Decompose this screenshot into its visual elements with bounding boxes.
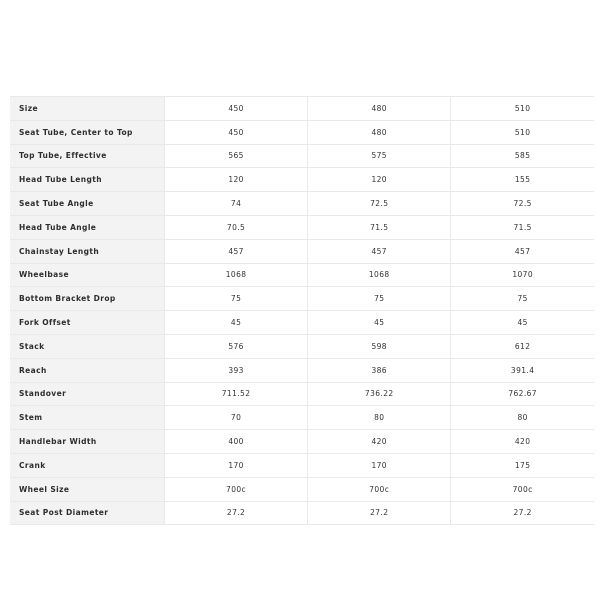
table-row (10, 168, 594, 192)
size-value-cell: 700c (451, 477, 594, 501)
size-value-cell: 45 (451, 311, 594, 335)
table-row (10, 192, 594, 216)
size-value-cell: 711.52 (165, 382, 308, 406)
row-label: Head Tube Angle (10, 215, 165, 239)
size-value-cell: 175 (451, 453, 594, 477)
size-value-cell: 480 (308, 120, 451, 144)
size-value-cell: 598 (308, 334, 451, 358)
table-row (10, 453, 594, 477)
row-label: Seat Tube, Center to Top (10, 120, 165, 144)
size-value-cell: 420 (308, 430, 451, 454)
table-row (10, 501, 594, 525)
size-value-cell: 70.5 (165, 215, 308, 239)
size-value-cell: 155 (451, 168, 594, 192)
size-value-cell: 1070 (451, 263, 594, 287)
size-value-cell: 762.67 (451, 382, 594, 406)
size-value-cell: 71.5 (308, 215, 451, 239)
row-label: Stack (10, 334, 165, 358)
size-value-cell: 480 (308, 97, 451, 121)
table-row (10, 120, 594, 144)
size-value-cell: 612 (451, 334, 594, 358)
size-value-cell: 70 (165, 406, 308, 430)
row-label: Bottom Bracket Drop (10, 287, 165, 311)
row-label: Seat Tube Angle (10, 192, 165, 216)
row-label: Top Tube, Effective (10, 144, 165, 168)
size-value-cell: 457 (451, 239, 594, 263)
size-value-cell: 45 (308, 311, 451, 335)
size-value-cell: 71.5 (451, 215, 594, 239)
size-value-cell: 75 (308, 287, 451, 311)
size-value-cell: 576 (165, 334, 308, 358)
size-value-cell: 1068 (165, 263, 308, 287)
size-value-cell: 457 (308, 239, 451, 263)
row-label: Size (10, 97, 165, 121)
size-value-cell: 27.2 (165, 501, 308, 525)
size-value-cell: 700c (165, 477, 308, 501)
size-value-cell: 510 (451, 97, 594, 121)
size-value-cell: 74 (165, 192, 308, 216)
size-value-cell: 170 (165, 453, 308, 477)
size-value-cell: 75 (165, 287, 308, 311)
table-row (10, 382, 594, 406)
size-value-cell: 420 (451, 430, 594, 454)
size-value-cell: 700c (308, 477, 451, 501)
table-row (10, 334, 594, 358)
table-row (10, 311, 594, 335)
size-value-cell: 585 (451, 144, 594, 168)
table-row (10, 430, 594, 454)
size-value-cell: 72.5 (308, 192, 451, 216)
size-value-cell: 457 (165, 239, 308, 263)
table-row (10, 477, 594, 501)
size-value-cell: 1068 (308, 263, 451, 287)
size-value-cell: 45 (165, 311, 308, 335)
geometry-table-body (10, 97, 594, 525)
size-value-cell: 400 (165, 430, 308, 454)
size-value-cell: 736.22 (308, 382, 451, 406)
row-label: Head Tube Length (10, 168, 165, 192)
table-row (10, 239, 594, 263)
size-value-cell: 510 (451, 120, 594, 144)
size-value-cell: 27.2 (308, 501, 451, 525)
size-value-cell: 27.2 (451, 501, 594, 525)
row-label: Chainstay Length (10, 239, 165, 263)
size-value-cell: 575 (308, 144, 451, 168)
size-value-cell: 80 (451, 406, 594, 430)
table-row (10, 287, 594, 311)
size-value-cell: 170 (308, 453, 451, 477)
geometry-table (10, 96, 594, 525)
size-value-cell: 450 (165, 97, 308, 121)
table-row (10, 97, 594, 121)
row-label: Seat Post Diameter (10, 501, 165, 525)
size-value-cell: 391.4 (451, 358, 594, 382)
size-value-cell: 72.5 (451, 192, 594, 216)
size-value-cell: 80 (308, 406, 451, 430)
row-label: Stem (10, 406, 165, 430)
row-label: Handlebar Width (10, 430, 165, 454)
size-value-cell: 393 (165, 358, 308, 382)
size-value-cell: 120 (308, 168, 451, 192)
row-label: Crank (10, 453, 165, 477)
row-label: Reach (10, 358, 165, 382)
table-row (10, 263, 594, 287)
row-label: Wheel Size (10, 477, 165, 501)
size-value-cell: 75 (451, 287, 594, 311)
row-label: Standover (10, 382, 165, 406)
row-label: Fork Offset (10, 311, 165, 335)
size-value-cell: 386 (308, 358, 451, 382)
size-value-cell: 565 (165, 144, 308, 168)
table-row (10, 406, 594, 430)
table-row (10, 215, 594, 239)
size-value-cell: 450 (165, 120, 308, 144)
size-value-cell: 120 (165, 168, 308, 192)
table-row (10, 144, 594, 168)
row-label: Wheelbase (10, 263, 165, 287)
table-row (10, 358, 594, 382)
